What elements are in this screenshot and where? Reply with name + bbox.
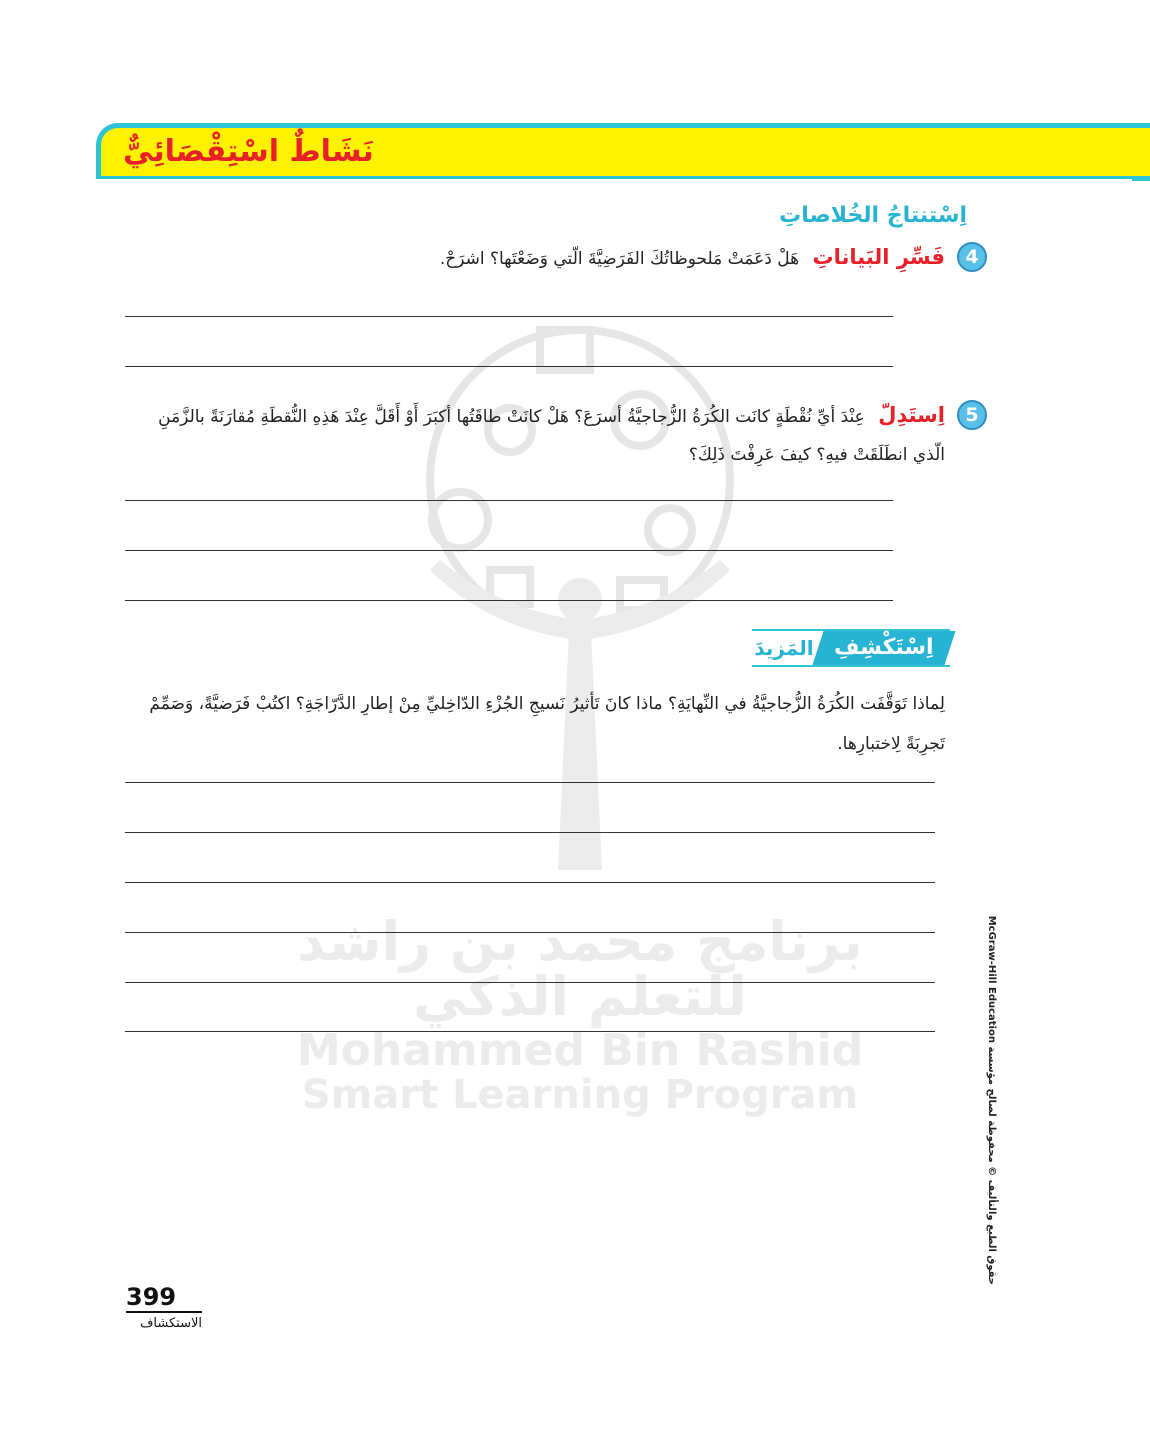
- answer-line[interactable]: [125, 982, 935, 983]
- answer-line[interactable]: [125, 832, 935, 833]
- answer-line[interactable]: [125, 600, 893, 601]
- answer-line[interactable]: [125, 1031, 935, 1032]
- watermark-arabic-line2: للتعلم الذكي: [412, 965, 748, 1028]
- activity-banner: [96, 123, 1150, 179]
- page-number: 399: [126, 1283, 177, 1311]
- question-number-badge: 5: [957, 400, 987, 430]
- section-heading: اِسْتنتاجُ الخُلاصاتِ: [779, 203, 967, 228]
- watermark-english-line1: Mohammed Bin Rashid: [296, 1025, 864, 1076]
- answer-line[interactable]: [125, 782, 935, 783]
- answer-line[interactable]: [125, 316, 893, 317]
- answer-line[interactable]: [125, 500, 893, 501]
- explore-more-label: المَزيدَ: [754, 636, 814, 660]
- question-label: اِستَدِلّ: [878, 403, 945, 427]
- watermark-english-line2: Smart Learning Program: [301, 1072, 859, 1118]
- question-text: عِنْدَ أيِّ نُقْطَةٍ كانَت الكُرَةُ الزُّجاجيَّةُ أسرَعَ؟ هَلْ كانَتْ طاقَتُها أكبَرَ أَوْ أَقَلَّ عِنْدَ هَذِهِ النُّقطَةِ مُقارَنَةً بالزَّمَنِ الّذي انطَلَقَتْ فيهِ؟ كيفَ عَرِفْتَ ذَلِكَ؟: [158, 407, 945, 465]
- answer-line[interactable]: [125, 882, 935, 883]
- answer-line[interactable]: [125, 366, 893, 367]
- explore-more-banner: [752, 629, 950, 667]
- section-name: الاستكشاف: [139, 1316, 202, 1331]
- question-4: [155, 238, 979, 278]
- question-label: فَسِّرِ البَياناتِ: [812, 245, 945, 269]
- question-5: [155, 396, 979, 474]
- question-text: هَلْ دَعَمَتْ مَلحوظاتُكَ الفَرَضِيَّةَ الّتي وَضَعْتَها؟ اشرَحْ.: [439, 249, 800, 269]
- explore-label: اِسْتَكْشِفِ: [812, 631, 955, 665]
- explore-text: لِماذا تَوَقَّفَت الكُرَةُ الزُّجاجيَّةُ في النِّهايَةِ؟ ماذا كانَ تَأثيرُ نَسيجِ الجُزْءِ الدّاخِليِّ مِنْ إطارِ الدَّرّاجَةِ؟ اكتُبْ فَرَضيَّةً، وَصَمِّمْ تَجرِبَةً لِاختبارِها.: [149, 694, 945, 754]
- banner-title: نَشَاطٌ اسْتِقْصَائِيٌّ: [123, 134, 374, 169]
- answer-line[interactable]: [125, 932, 935, 933]
- copyright-note: حقوق الطبع والتأليف © محفوظة لصالح مؤسسة McGraw-Hill Education: [986, 915, 997, 1285]
- watermark-arabic-line1: برنامج محمد بن راشد: [297, 910, 863, 973]
- page-number-rule: [126, 1311, 202, 1313]
- question-number-badge: 4: [957, 242, 987, 272]
- answer-line[interactable]: [125, 550, 893, 551]
- banner-tail: [1132, 176, 1150, 181]
